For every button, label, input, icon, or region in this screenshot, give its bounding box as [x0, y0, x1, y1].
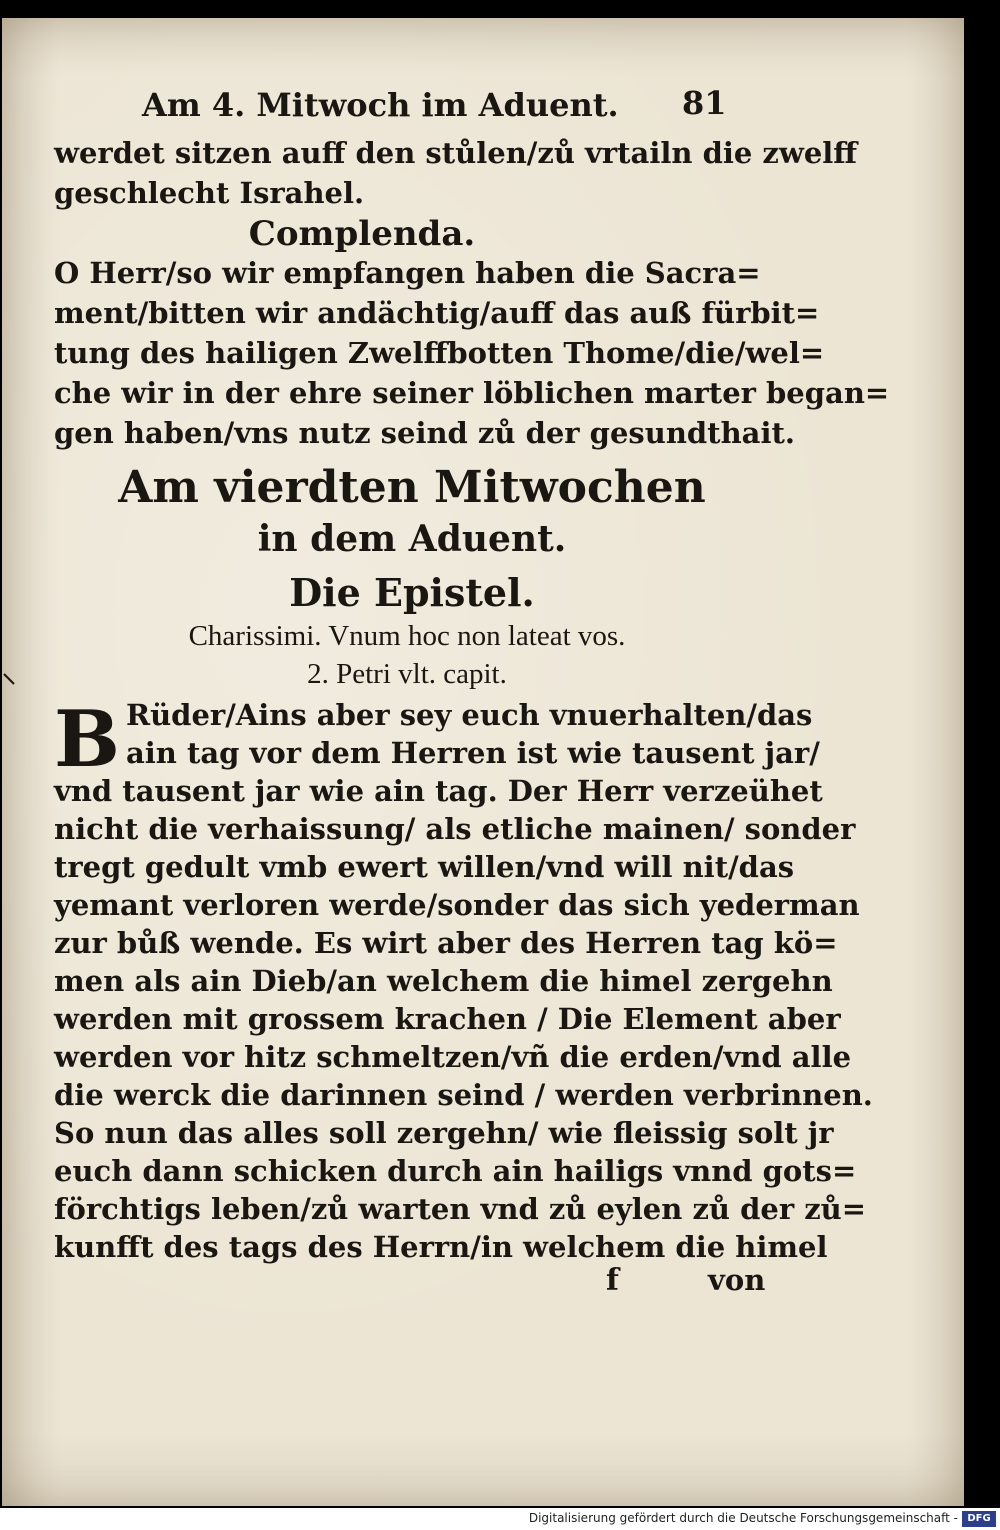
text-line: förchtigs leben/zů warten vnd zů eylen zů der zů= [54, 1192, 867, 1226]
text-line: ment/bitten wir andächtig/auff das auß fürbit= [54, 296, 820, 330]
text-line: tung des hailigen Zwelffbotten Thome/die/wel= [54, 336, 825, 370]
text-line: gen haben/vns nutz seind zů der gesundthait. [54, 416, 795, 450]
text-line: kunfft des tags des Herrn/in welchem die himel [54, 1230, 828, 1264]
text-line: yemant verloren werde/sonder das sich yederman [54, 888, 860, 922]
epistle-heading: Die Epistel. [289, 570, 535, 615]
drop-cap: B [54, 694, 120, 785]
text-line: che wir in der ehre seiner löblichen marter began= [54, 376, 890, 410]
text-line: ain tag vor dem Herren ist wie tausent jar/ [126, 736, 820, 770]
text-line: euch dann schicken durch ain hailigs vnnd gots= [54, 1154, 857, 1188]
footer-bar [0, 1508, 1000, 1530]
edge-mark-icon [2, 672, 16, 686]
text-line: geschlecht Israhel. [54, 176, 365, 210]
text-line: tregt gedult vmb ewert willen/vnd will nit/das [54, 850, 795, 884]
running-header: Am 4. Mitwoch im Aduent. [142, 86, 619, 124]
text-line: werdet sitzen auff den stůlen/zů vrtailn die zwelff [54, 136, 858, 170]
text-line: die werck die darinnen seind / werden verbrinnen. [54, 1078, 873, 1112]
section-subheading: in dem Aduent. [257, 518, 567, 560]
text-line: So nun das alles soll zergehn/ wie fleissig solt jr [54, 1116, 834, 1150]
latin-incipit: Charissimi. Vnum hoc non lateat vos. [188, 620, 626, 652]
text-line: vnd tausent jar wie ain tag. Der Herr verzeühet [54, 774, 823, 808]
text-line: men als ain Dieb/an welchem die himel zergehn [54, 964, 833, 998]
text-line: Rüder/Ains aber sey euch vnuerhalten/das [126, 698, 813, 732]
scripture-reference: 2. Petri vlt. capit. [307, 658, 507, 690]
complenda-heading: Complenda. [248, 214, 476, 254]
dfg-logo: DFG [962, 1511, 996, 1527]
signature-mark: f [606, 1263, 619, 1298]
funding-note: Digitalisierung gefördert durch die Deutsche Forschungsgemeinschaft - [528, 1511, 958, 1525]
text-line: nicht die verhaissung/ als etliche mainen/ sonder [54, 812, 856, 846]
section-heading: Am vierdten Mitwochen [118, 462, 706, 513]
text-line: werden vor hitz schmeltzen/vñ die erden/vnd alle [54, 1040, 852, 1074]
text-line: zur bůß wende. Es wirt aber des Herren tag kö= [54, 926, 838, 960]
text-line: O Herr/so wir empfangen haben die Sacra= [54, 256, 761, 290]
book-page [2, 18, 964, 1506]
text-line: werden mit grossem krachen / Die Element aber [54, 1002, 841, 1036]
catchword: von [708, 1263, 766, 1297]
page-number: 81 [682, 84, 727, 122]
